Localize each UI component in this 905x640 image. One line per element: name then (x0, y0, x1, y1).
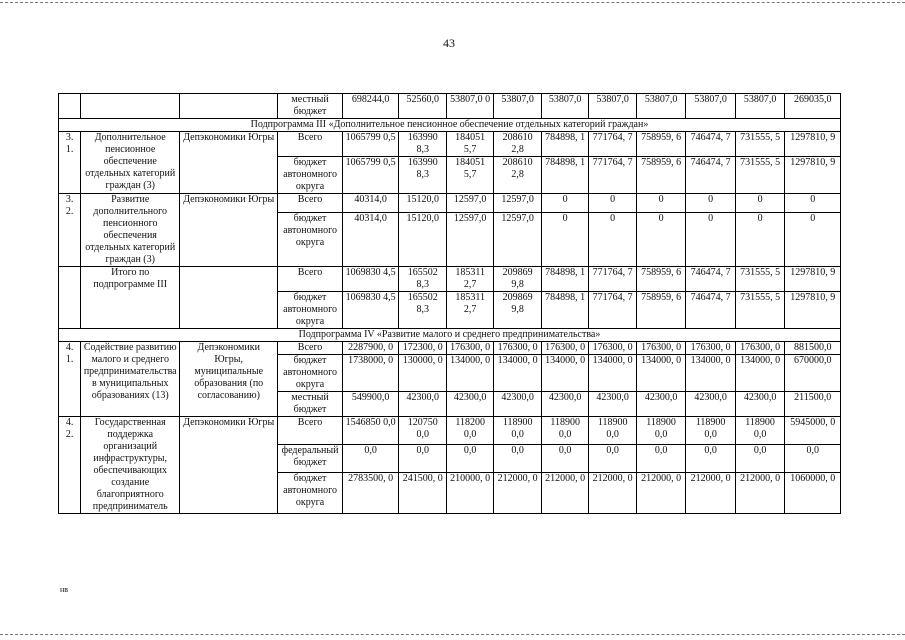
value-cell: 746474, 7 (686, 267, 736, 292)
value-cell: 120750 0,0 (399, 417, 446, 445)
value-cell: 42300,0 (735, 392, 785, 417)
funding-source-cell: Всего (278, 417, 343, 445)
funding-source-cell: Всего (278, 132, 343, 157)
value-cell: 134000, 0 (541, 355, 588, 392)
value-cell: 0 (686, 212, 736, 266)
measure-name-cell: Дополнительное пенсионное обеспечение отдельных категорий граждан (3) (81, 132, 180, 194)
value-cell: 12597,0 (494, 194, 541, 213)
value-cell: 0 (735, 194, 785, 213)
value-cell: 118900 0,0 (494, 417, 541, 445)
value-cell: 0 (735, 212, 785, 266)
value-cell: 12597,0 (494, 212, 541, 266)
value-cell: 1069830 4,5 (342, 267, 399, 292)
value-cell: 212000, 0 (494, 472, 541, 513)
measure-name-cell: Развитие дополнительного пенсионного обеспечения отдельных категорий граждан (3) (81, 194, 180, 267)
value-cell: 185311 2,7 (446, 292, 493, 329)
value-cell: 0 (785, 194, 841, 213)
table-row (59, 94, 841, 119)
value-cell: 42300,0 (636, 392, 686, 417)
value-cell: 0,0 (342, 444, 399, 472)
value-cell: 0,0 (785, 444, 841, 472)
value-cell: 15120,0 (399, 212, 446, 266)
value-cell: 42300,0 (446, 392, 493, 417)
page-edge-bottom (0, 634, 905, 635)
value-cell: 184051 5,7 (446, 132, 493, 157)
value-cell: 1297810, 9 (785, 157, 841, 194)
value-cell: 118900 0,0 (735, 417, 785, 445)
value-cell: 0 (541, 212, 588, 266)
table-row (59, 132, 841, 157)
funding-source-cell: бюджет автономного округа (278, 472, 343, 513)
measure-name-cell: Итого по подпрограмме III (81, 267, 180, 329)
value-cell: 1546850 0,0 (342, 417, 399, 445)
value-cell: 134000, 0 (735, 355, 785, 392)
value-cell: 15120,0 (399, 194, 446, 213)
row-number-cell (59, 267, 81, 329)
value-cell: 212000, 0 (636, 472, 686, 513)
value-cell: 184051 5,7 (446, 157, 493, 194)
value-cell: 42300,0 (541, 392, 588, 417)
value-cell: 1065799 0,5 (342, 157, 399, 194)
value-cell: 210000, 0 (446, 472, 493, 513)
value-cell: 746474, 7 (686, 292, 736, 329)
row-number-cell: 4. 1. (59, 342, 81, 417)
value-cell: 163990 8,3 (399, 132, 446, 157)
value-cell: 208610 2,8 (494, 157, 541, 194)
value-cell: 134000, 0 (446, 355, 493, 392)
funding-source-cell: Всего (278, 267, 343, 292)
table-row (59, 267, 841, 292)
value-cell: 134000, 0 (494, 355, 541, 392)
value-cell: 0 (589, 194, 636, 213)
value-cell: 731555, 5 (735, 267, 785, 292)
value-cell: 163990 8,3 (399, 157, 446, 194)
executor-cell: Депэкономики Югры, муниципальные образования (по согласованию) (180, 342, 278, 417)
value-cell: 0,0 (589, 444, 636, 472)
row-number-cell (59, 94, 81, 119)
executor-cell (180, 267, 278, 329)
funding-source-cell: местный бюджет (278, 94, 343, 119)
value-cell: 758959, 6 (636, 292, 686, 329)
value-cell: 176300, 0 (446, 342, 493, 355)
value-cell: 40314,0 (342, 194, 399, 213)
value-cell: 134000, 0 (636, 355, 686, 392)
value-cell: 211500,0 (785, 392, 841, 417)
value-cell: 0,0 (686, 444, 736, 472)
value-cell: 118900 0,0 (541, 417, 588, 445)
value-cell: 0,0 (494, 444, 541, 472)
value-cell: 53807,0 0 (446, 94, 493, 119)
page-edge-top (0, 2, 905, 3)
footer-mark: нв (60, 585, 69, 594)
subprogram-title: Подпрограмма III «Дополнительное пенсионное обеспечение отдельных категорий граждан» (59, 119, 841, 132)
value-cell: 118900 0,0 (589, 417, 636, 445)
value-cell: 771764, 7 (589, 292, 636, 329)
value-cell: 549900,0 (342, 392, 399, 417)
value-cell: 0,0 (735, 444, 785, 472)
value-cell: 1065799 0,5 (342, 132, 399, 157)
value-cell: 0 (636, 212, 686, 266)
value-cell: 758959, 6 (636, 132, 686, 157)
value-cell: 12597,0 (446, 212, 493, 266)
value-cell: 42300,0 (589, 392, 636, 417)
value-cell: 176300, 0 (589, 342, 636, 355)
value-cell: 53807,0 (686, 94, 736, 119)
value-cell: 176300, 0 (686, 342, 736, 355)
value-cell: 118200 0,0 (446, 417, 493, 445)
executor-cell (180, 94, 278, 119)
value-cell: 771764, 7 (589, 267, 636, 292)
value-cell: 2287900, 0 (342, 342, 399, 355)
value-cell: 208610 2,8 (494, 132, 541, 157)
value-cell: 53807,0 (494, 94, 541, 119)
funding-source-cell: местный бюджет (278, 392, 343, 417)
value-cell: 670000,0 (785, 355, 841, 392)
value-cell: 1297810, 9 (785, 292, 841, 329)
value-cell: 172300, 0 (399, 342, 446, 355)
measure-name-cell (81, 94, 180, 119)
value-cell: 758959, 6 (636, 267, 686, 292)
value-cell: 746474, 7 (686, 132, 736, 157)
value-cell: 176300, 0 (735, 342, 785, 355)
budget-table-body (59, 94, 841, 514)
value-cell: 53807,0 (636, 94, 686, 119)
value-cell: 42300,0 (494, 392, 541, 417)
table-row (59, 417, 841, 445)
row-number-cell: 4. 2. (59, 417, 81, 514)
value-cell: 185311 2,7 (446, 267, 493, 292)
measure-name-cell: Содействие развитию малого и среднего предпринимательства в муниципальных образованиях (13) (81, 342, 180, 417)
value-cell: 746474, 7 (686, 157, 736, 194)
value-cell: 42300,0 (399, 392, 446, 417)
row-number-cell: 3. 2. (59, 194, 81, 267)
value-cell: 176300, 0 (541, 342, 588, 355)
value-cell: 134000, 0 (589, 355, 636, 392)
value-cell: 784898, 1 (541, 132, 588, 157)
budget-table (58, 93, 841, 514)
table-row (59, 194, 841, 213)
row-number-cell: 3. 1. (59, 132, 81, 194)
value-cell: 118900 0,0 (686, 417, 736, 445)
value-cell: 176300, 0 (494, 342, 541, 355)
subprogram-header-row (59, 119, 841, 132)
funding-source-cell: Всего (278, 342, 343, 355)
funding-source-cell: федеральный бюджет (278, 444, 343, 472)
value-cell: 1069830 4,5 (342, 292, 399, 329)
funding-source-cell: бюджет автономного округа (278, 292, 343, 329)
value-cell: 731555, 5 (735, 132, 785, 157)
value-cell: 881500,0 (785, 342, 841, 355)
value-cell: 731555, 5 (735, 157, 785, 194)
value-cell: 165502 8,3 (399, 292, 446, 329)
value-cell: 0,0 (636, 444, 686, 472)
table-row (59, 342, 841, 355)
value-cell: 52560,0 (399, 94, 446, 119)
value-cell: 758959, 6 (636, 157, 686, 194)
value-cell: 731555, 5 (735, 292, 785, 329)
value-cell: 130000, 0 (399, 355, 446, 392)
subprogram-header-row (59, 329, 841, 342)
value-cell: 1738000, 0 (342, 355, 399, 392)
value-cell: 53807,0 (541, 94, 588, 119)
executor-cell: Депэкономики Югры (180, 194, 278, 267)
value-cell: 53807,0 (735, 94, 785, 119)
value-cell: 784898, 1 (541, 267, 588, 292)
value-cell: 0 (636, 194, 686, 213)
value-cell: 165502 8,3 (399, 267, 446, 292)
value-cell: 209869 9,8 (494, 292, 541, 329)
executor-cell: Депэкономики Югры (180, 132, 278, 194)
executor-cell: Депэкономики Югры (180, 417, 278, 514)
value-cell: 771764, 7 (589, 157, 636, 194)
value-cell: 212000, 0 (735, 472, 785, 513)
value-cell: 212000, 0 (589, 472, 636, 513)
value-cell: 0 (785, 212, 841, 266)
value-cell: 5945000, 0 (785, 417, 841, 445)
value-cell: 0,0 (446, 444, 493, 472)
value-cell: 0 (686, 194, 736, 213)
measure-name-cell: Государственная поддержка организаций инфраструктуры, обеспечивающих создание благоприятного предприниматель (81, 417, 180, 514)
value-cell: 1297810, 9 (785, 267, 841, 292)
value-cell: 1297810, 9 (785, 132, 841, 157)
value-cell: 40314,0 (342, 212, 399, 266)
value-cell: 53807,0 (589, 94, 636, 119)
value-cell: 241500, 0 (399, 472, 446, 513)
funding-source-cell: бюджет автономного округа (278, 157, 343, 194)
value-cell: 212000, 0 (541, 472, 588, 513)
page-number: 43 (443, 36, 455, 50)
value-cell: 784898, 1 (541, 292, 588, 329)
value-cell: 1060000, 0 (785, 472, 841, 513)
value-cell: 212000, 0 (686, 472, 736, 513)
funding-source-cell: бюджет автономного округа (278, 355, 343, 392)
value-cell: 784898, 1 (541, 157, 588, 194)
value-cell: 0 (589, 212, 636, 266)
value-cell: 209869 9,8 (494, 267, 541, 292)
value-cell: 42300,0 (686, 392, 736, 417)
value-cell: 698244,0 (342, 94, 399, 119)
value-cell: 771764, 7 (589, 132, 636, 157)
value-cell: 0,0 (541, 444, 588, 472)
value-cell: 12597,0 (446, 194, 493, 213)
funding-source-cell: бюджет автономного округа (278, 212, 343, 266)
subprogram-title: Подпрограмма IV «Развитие малого и среднего предпринимательства» (59, 329, 841, 342)
value-cell: 118900 0,0 (636, 417, 686, 445)
value-cell: 134000, 0 (686, 355, 736, 392)
value-cell: 269035,0 (785, 94, 841, 119)
value-cell: 0,0 (399, 444, 446, 472)
value-cell: 2783500, 0 (342, 472, 399, 513)
value-cell: 176300, 0 (636, 342, 686, 355)
funding-source-cell: Всего (278, 194, 343, 213)
value-cell: 0 (541, 194, 588, 213)
